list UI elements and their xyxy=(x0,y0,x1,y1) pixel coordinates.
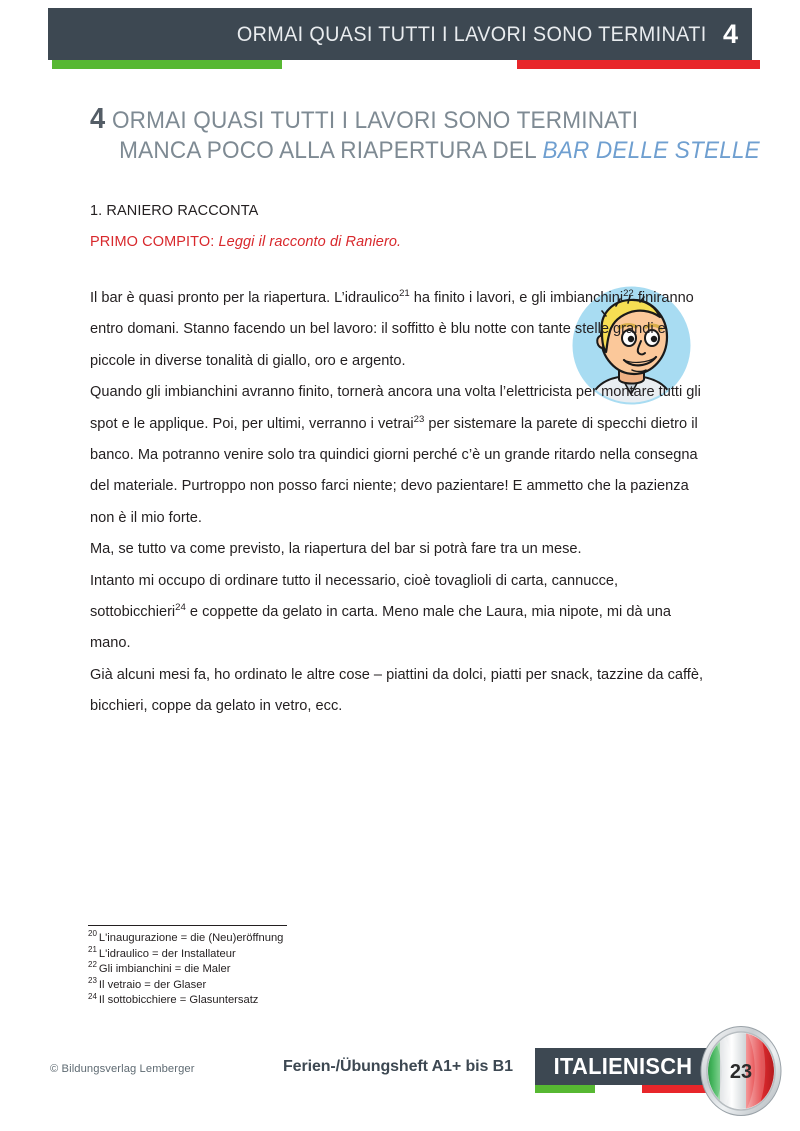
footnote-number: 22 xyxy=(88,960,97,970)
story-p2-b: per sistemare la parete di specchi dietro il banco. Ma potranno venire solo tra quindici giorni perché c’è un grande ritardo nella consegna del materiale. Purtroppo non posso farci niente; devo pazientare! E ammetto che la pazienza non è il mio forte. xyxy=(90,415,698,526)
story-p1-b: ha finito i lavori, e gli imbianchini xyxy=(409,290,624,306)
footnote-item xyxy=(88,944,688,963)
story-paragraph-3: Ma, se tutto va come previsto, la riapertura del bar si potrà fare tra un mese. xyxy=(90,541,582,558)
page-header xyxy=(0,0,800,80)
page-number-text: 23 xyxy=(729,1061,753,1083)
story-paragraph-5: Già alcuni mesi fa, ho ordinato le altre cose – piattini da dolci, piatti per snack, tazzine da caffè, bicchieri, coppe da gelato in vetro, ecc. xyxy=(90,666,704,715)
story-p4-b: e coppette da gelato in carta. Meno male che Laura, mia nipote, mi dà una mano. xyxy=(90,604,671,652)
footnote-item xyxy=(88,993,688,1009)
footnote-ref-24: 24 xyxy=(175,602,186,614)
footnote-text: Il sottobicchiere = Glasuntersatz xyxy=(98,994,259,1007)
footnote-item xyxy=(88,931,688,947)
footer-language-label: ITALIENISCH xyxy=(553,1053,693,1079)
exercise-task-instruction: Leggi il racconto di Raniero. xyxy=(214,234,402,250)
footnote-number: 21 xyxy=(88,944,97,954)
footnote-item xyxy=(88,962,688,978)
footnote-number: 23 xyxy=(88,976,97,986)
story-paragraph-1 xyxy=(90,283,712,377)
chapter-title xyxy=(90,103,760,166)
exercise-task-label: PRIMO COMPITO: xyxy=(90,234,215,250)
footnote-ref-21: 21 xyxy=(399,288,410,300)
chapter-title-line1 xyxy=(90,104,673,136)
footnote-number: 20 xyxy=(88,929,97,939)
footer-language-bar xyxy=(535,1048,711,1085)
footnote-number: 24 xyxy=(88,991,97,1001)
footnote-text: Il vetraio = der Glaser xyxy=(98,978,207,991)
chapter-subtitle-emphasis: BAR DELLE STELLE xyxy=(542,137,760,164)
chapter-title-line2 xyxy=(90,136,760,166)
footnote-separator xyxy=(88,925,287,926)
footnote-ref-22: 22 xyxy=(623,288,634,300)
footnote-text: L'idraulico = der Installateur xyxy=(98,947,236,960)
footnote-text: L'inaugurazione = die (Neu)eröffnung xyxy=(98,932,284,944)
footer-series-title: Ferien-/Übungsheft A1+ bis B1 xyxy=(283,1058,513,1075)
story-p2-a: Quando gli imbianchini avranno finito, tornerà ancora una volta l’elettricista per montare tutti gli spot e le applique. Poi, per ultimi, verranno i vetrai xyxy=(90,384,701,432)
chapter-title-text: ORMAI QUASI TUTTI I LAVORI SONO TERMINATI xyxy=(111,107,639,134)
footer-copyright: © Bildungsverlag Lemberger xyxy=(50,1063,195,1075)
header-accent-green xyxy=(52,60,282,69)
header-title: ORMAI QUASI TUTTI I LAVORI SONO TERMINATI xyxy=(237,21,707,46)
story-p1-c: finiranno entro domani. Stanno facendo un bel lavoro: il soffitto è blu notte con tante stelle grandi e piccole in diverse tonalità di giallo, oro e argento. xyxy=(90,290,694,369)
story-paragraph-4 xyxy=(90,566,712,660)
story-paragraph-2 xyxy=(90,377,712,534)
chapter-subtitle-text: MANCA POCO ALLA RIAPERTURA DEL xyxy=(119,137,543,164)
footnote-item xyxy=(88,978,688,994)
header-chapter-number: 4 xyxy=(722,18,738,49)
chapter-number: 4 xyxy=(90,103,106,135)
footnote-text: Gli imbianchini = die Maler xyxy=(98,963,231,976)
exercise-task xyxy=(90,234,401,250)
footnote-ref-23: 23 xyxy=(413,413,425,425)
exercise-heading: 1. RANIERO RACCONTA xyxy=(90,203,259,219)
header-bar xyxy=(48,8,752,60)
story-p4-a: Intanto mi occupo di ordinare tutto il necessario, cioè tovaglioli di carta, cannucce, sottobicchieri xyxy=(90,572,619,621)
story-text xyxy=(90,283,712,723)
footer-accent-green xyxy=(535,1085,595,1093)
footnotes-list xyxy=(88,931,688,1009)
page-number-badge xyxy=(700,1026,782,1116)
story-p1-a: Il bar è quasi pronto per la riapertura. L’idraulico xyxy=(90,290,400,306)
header-accent-red xyxy=(517,60,760,69)
